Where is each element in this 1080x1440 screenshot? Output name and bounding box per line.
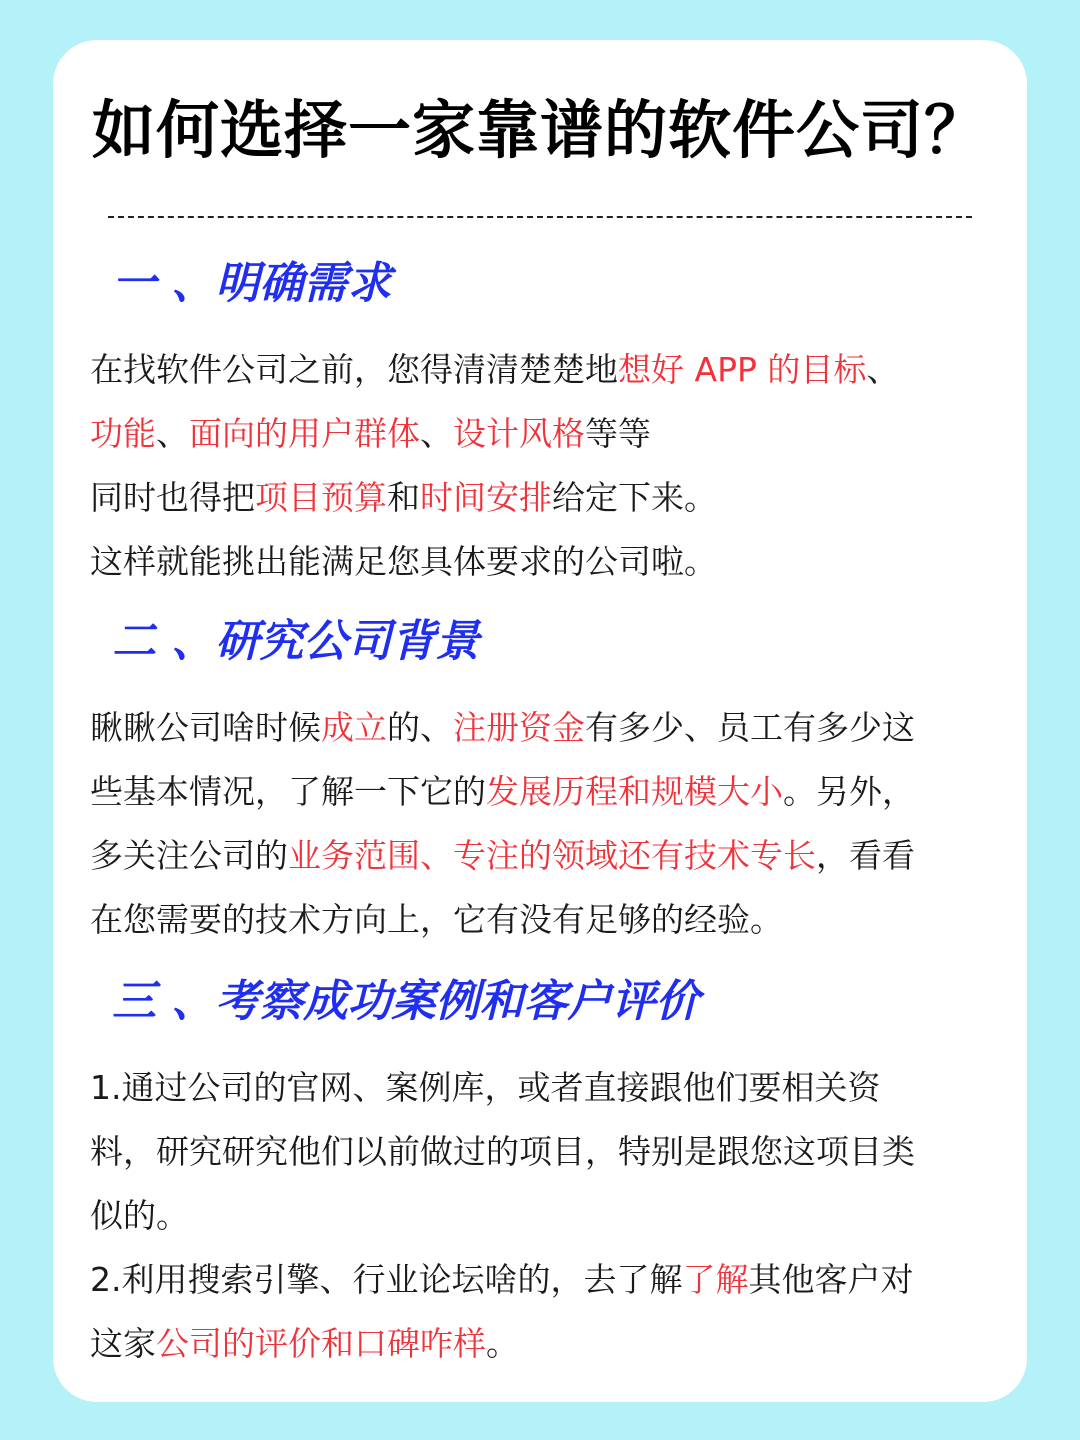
text-line: [90, 1184, 1025, 1248]
body-text: 这样就能挑出能满足您具体要求的公司啦。: [90, 542, 717, 581]
highlight-text: 业务范围、专注的领域还有技术专长: [288, 836, 816, 875]
text-line: [90, 888, 1025, 952]
text-line: [90, 338, 1025, 402]
body-text: 。另外，: [783, 772, 915, 811]
highlight-text: 成立: [321, 708, 387, 747]
body-text: 、: [420, 414, 453, 453]
section-body-cases: [90, 1056, 1025, 1376]
text-line: [90, 1056, 1025, 1120]
body-text: 在找软件公司之前，您得清清楚楚地: [90, 350, 618, 389]
highlight-text: 发展历程和规模大小: [486, 772, 783, 811]
body-text: 多关注公司的: [90, 836, 288, 875]
body-text: 其他客户对: [748, 1260, 914, 1299]
text-line: [90, 760, 1025, 824]
text-line: [90, 402, 1025, 466]
section-body-requirements: [90, 338, 1025, 594]
section-heading-background: 二 、研究公司背景: [112, 616, 480, 667]
body-text: 似的。: [90, 1196, 189, 1235]
highlight-text: 注册资金: [453, 708, 585, 747]
body-text: ，看看: [816, 836, 915, 875]
highlight-text: 项目预算: [255, 478, 387, 517]
text-line: [90, 696, 1025, 760]
highlight-text: 了解: [682, 1260, 749, 1299]
highlight-text: 设计风格: [453, 414, 585, 453]
body-text: 瞅瞅公司啥时候: [90, 708, 321, 747]
body-text: 等等: [585, 414, 651, 453]
body-text: 。: [486, 1324, 519, 1363]
section-heading-cases: 三 、考察成功案例和客户评价: [112, 976, 700, 1027]
body-text: 和: [387, 478, 420, 517]
body-text: 给定下来。: [552, 478, 717, 517]
highlight-text: 面向的用户群体: [189, 414, 420, 453]
highlight-text: 公司的评价和口碑咋样: [156, 1324, 486, 1363]
body-text: 这家: [90, 1324, 156, 1363]
highlight-text: 时间安排: [420, 478, 552, 517]
page-title: 如何选择一家靠谱的软件公司？: [92, 94, 988, 167]
highlight-text: 想好 APP 的目标: [618, 350, 867, 389]
text-line: [90, 530, 1025, 594]
dashed-divider: [108, 216, 972, 218]
text-line: [90, 1120, 1025, 1184]
highlight-text: 功能: [90, 414, 156, 453]
body-text: 、: [156, 414, 189, 453]
text-line: [90, 824, 1025, 888]
section-heading-requirements: 一 、明确需求: [112, 258, 392, 309]
section-body-background: [90, 696, 1025, 952]
body-text: 2.利用搜索引擎、行业论坛啥的，去了解: [90, 1260, 683, 1299]
text-line: [90, 1248, 1025, 1312]
body-text: 有多少、员工有多少这: [585, 708, 915, 747]
text-line: [90, 466, 1025, 530]
body-text: 料，研究研究他们以前做过的项目，特别是跟您这项目类: [90, 1132, 915, 1171]
body-text: 同时也得把: [90, 478, 255, 517]
body-text: 的、: [387, 708, 453, 747]
body-text: 1.通过公司的官网、案例库，或者直接跟他们要相关资: [90, 1068, 881, 1107]
body-text: 在您需要的技术方向上，它有没有足够的经验。: [90, 900, 783, 939]
text-line: [90, 1312, 1025, 1376]
body-text: 些基本情况，了解一下它的: [90, 772, 486, 811]
body-text: 、: [866, 350, 900, 389]
